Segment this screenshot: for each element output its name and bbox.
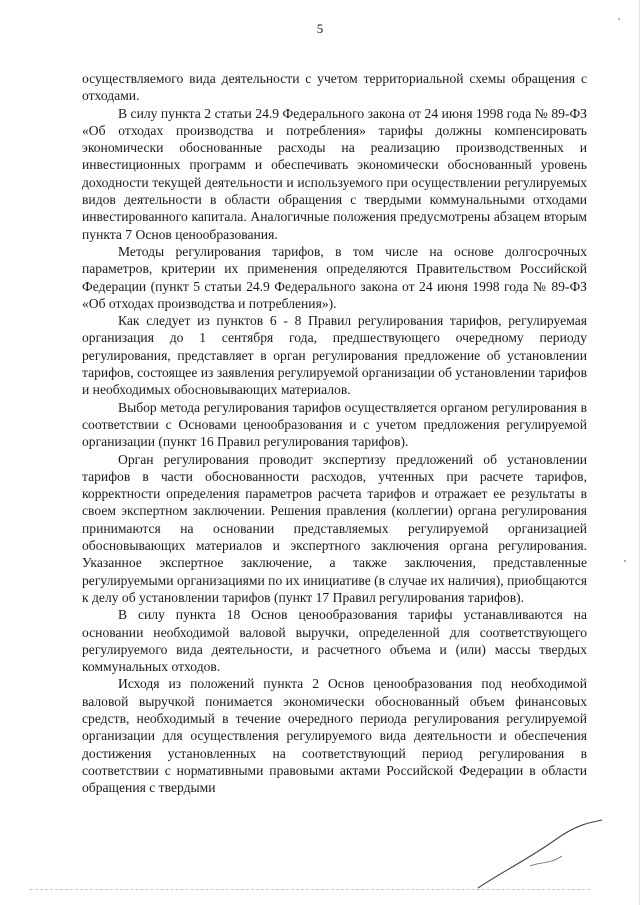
signature-scribble — [470, 818, 610, 893]
scan-speck — [618, 18, 620, 20]
scan-speck — [624, 560, 626, 562]
paragraph: Как следует из пунктов 6 - 8 Правил регулирования тарифов, регулируемая организация до 1 сентября года, предшествующего очередному периоду регулирования, представляет в орган регулирования предложение об установлении тарифов, состоящее из заявления регулируемой организации об установлении тарифов и необходимых обосновывающих материалов. — [82, 313, 587, 398]
paragraph: Методы регулирования тарифов, в том числе на основе долгосрочных параметров, критерии их применения определяются Правительством Российской Федерации (пункт 5 статьи 24.9 Федерального закона от 24 июня 1998 года № 89-ФЗ «Об отходах производства и потребления»). — [82, 243, 587, 311]
paragraph: Исходя из положений пункта 2 Основ ценообразования под необходимой валовой выручкой понимается экономически обоснованный объем финансовых средств, необходимый в течение очередного периода регулирования регулируемой организации для осуществления регулируемого вида деятельности и обеспечения достижения установленных на соответствующий период регулирования в соответствии с нормативными правовыми актами Российской Федерации в области обращения с твердыми — [82, 676, 587, 796]
paragraph: Орган регулирования проводит экспертизу предложений об установлении тарифов в части обоснованности расходов, учтенных при расчете тарифов, корректности определения параметров расчета тарифов и отражает ее результаты в своем экспертном заключении. Решения правления (коллегии) органа регулирования принимаются на основании представляемых регулируемой организацией обосновывающих материалов и экспертного заключения органа регулирования. Указанное экспертное заключение, а также заключения, представленные регулируемыми организациями по их инициативе (в случае их наличия), приобщаются к делу об установлении тарифов (пункт 17 Правил регулирования тарифов). — [82, 451, 587, 605]
page-bottom-rule — [30, 889, 590, 890]
document-body — [82, 70, 587, 796]
paragraph: осуществляемого вида деятельности с учетом территориальной схемы обращения с отходами. — [82, 71, 587, 104]
paragraph: В силу пункта 18 Основ ценообразования тарифы устанавливаются на основании необходимой валовой выручки, определенной для соответствующего регулируемого вида деятельности, и расчетного объема и (или) массы твердых коммунальных отходов. — [82, 607, 587, 675]
page-number: 5 — [316, 21, 324, 36]
paragraph: Выбор метода регулирования тарифов осуществляется органом регулирования в соответствии с Основами ценообразования и с учетом предложения регулируемой организации (пункт 16 Правил регулирования тарифов). — [82, 399, 587, 450]
paragraph: В силу пункта 2 статьи 24.9 Федерального закона от 24 июня 1998 года № 89-ФЗ «Об отходах производства и потребления» тарифы должны компенсировать экономически обоснованные расходы на реализацию производственных и инвестиционных программ и обеспечивать экономически обоснованный уровень доходности текущей деятельности и используемого при осуществлении регулируемых видов деятельности в области обращения с твердыми коммунальными отходами инвестированного капитала. Аналогичные положения предусмотрены абзацем вторым пункта 7 Основ ценообразования. — [82, 105, 587, 242]
